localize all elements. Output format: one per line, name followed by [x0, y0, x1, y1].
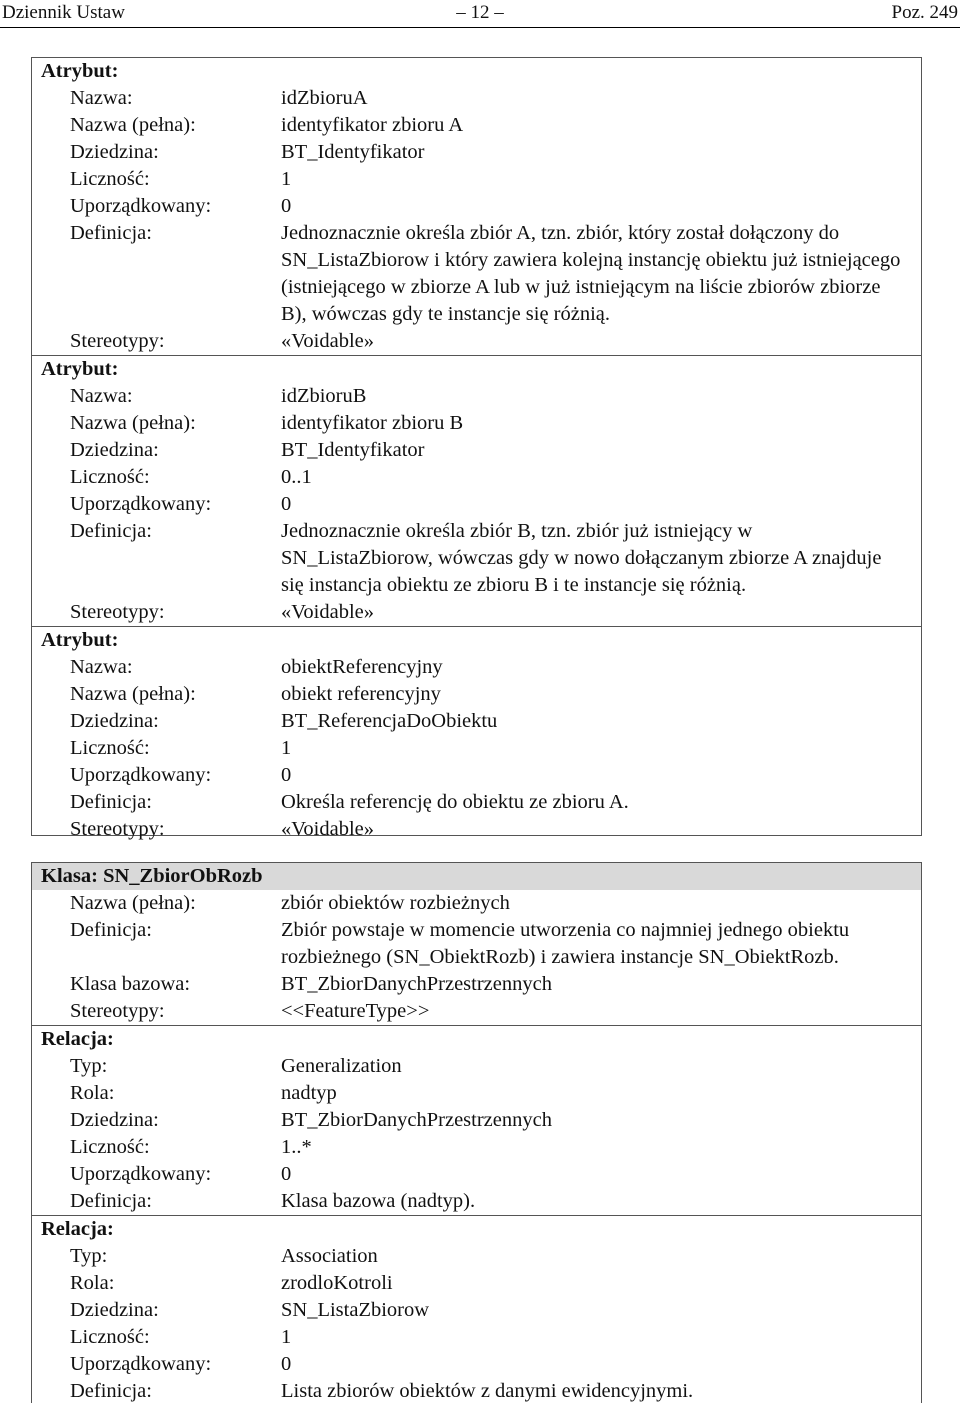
field-label: Uporządkowany: — [70, 1163, 212, 1185]
field-label: Definicja: — [70, 1190, 152, 1212]
field-value: zrodloKotroli — [281, 1272, 393, 1294]
field-row — [32, 654, 921, 681]
field-row — [32, 1243, 921, 1270]
class-section — [32, 863, 921, 1025]
field-label: Nazwa (pełna): — [70, 114, 196, 136]
journal-title: Dziennik Ustaw — [2, 2, 125, 23]
field-label: Liczność: — [70, 737, 150, 759]
section-heading: Atrybut: — [41, 60, 119, 82]
section-heading: Relacja: — [41, 1218, 114, 1240]
field-label: Nazwa: — [70, 87, 133, 109]
field-value: obiektReferencyjny — [281, 656, 443, 678]
field-row — [32, 1351, 921, 1378]
field-row — [32, 220, 921, 328]
field-value: 0 — [281, 195, 292, 217]
field-row — [32, 998, 921, 1025]
attribute-section — [32, 355, 921, 626]
field-label: Typ: — [70, 1055, 108, 1077]
field-row — [32, 410, 921, 437]
field-row — [32, 971, 921, 998]
field-value: 0 — [281, 493, 292, 515]
field-value: idZbioruA — [281, 87, 368, 109]
field-value: Jednoznacznie określa zbiór A, tzn. zbiór, który został dołączony do SN_ListaZbiorow i który zawiera kolejną instancję obiektu już istniejącego (istniejącego w zbiorze A lub w już istniejącym na liście zbiorów zbiorze B), wówczas gdy te instancje się różnią. — [281, 222, 901, 325]
field-row — [32, 599, 921, 626]
field-value: Zbiór powstaje w momencie utworzenia co najmniej jednego obiektu rozbieżnego (SN_ObiektRozb) i zawiera instancje SN_ObiektRozb. — [281, 919, 850, 968]
field-value: idZbioruB — [281, 385, 367, 407]
field-label: Nazwa: — [70, 385, 133, 407]
field-label: Uporządkowany: — [70, 195, 212, 217]
field-label: Liczność: — [70, 466, 150, 488]
field-row — [32, 735, 921, 762]
field-value: BT_ReferencjaDoObiektu — [281, 710, 498, 732]
field-value: BT_Identyfikator — [281, 141, 425, 163]
field-label: Liczność: — [70, 168, 150, 190]
field-row — [32, 383, 921, 410]
field-label: Dziedzina: — [70, 1299, 159, 1321]
field-row — [32, 789, 921, 816]
field-value: BT_Identyfikator — [281, 439, 425, 461]
field-row — [32, 139, 921, 166]
field-value: 0 — [281, 1163, 292, 1185]
field-row — [32, 1324, 921, 1351]
field-label: Uporządkowany: — [70, 1353, 212, 1375]
field-label: Stereotypy: — [70, 818, 165, 840]
field-row — [32, 1297, 921, 1324]
field-value: 1 — [281, 737, 292, 759]
field-value: identyfikator zbioru B — [281, 412, 464, 434]
attributes-table — [31, 57, 922, 840]
field-row — [32, 681, 921, 708]
field-label: Dziedzina: — [70, 1109, 159, 1131]
field-label: Typ: — [70, 1245, 108, 1267]
field-value: «Voidable» — [281, 818, 375, 840]
field-value: 1 — [281, 1326, 292, 1348]
field-label: Rola: — [70, 1082, 115, 1104]
field-row — [32, 1378, 921, 1405]
field-label: Stereotypy: — [70, 601, 165, 623]
field-row — [32, 1188, 921, 1215]
attribute-section — [32, 58, 921, 355]
field-value: <<FeatureType>> — [281, 1000, 430, 1022]
field-row — [32, 1107, 921, 1134]
section-heading: Atrybut: — [41, 358, 119, 380]
page-number: – 12 – — [456, 2, 504, 23]
field-label: Klasa bazowa: — [70, 973, 191, 995]
page-header — [0, 0, 960, 28]
field-row — [32, 1270, 921, 1297]
field-row — [32, 166, 921, 193]
field-row — [32, 1053, 921, 1080]
field-row — [32, 1161, 921, 1188]
field-label: Nazwa: — [70, 656, 133, 678]
field-value: obiekt referencyjny — [281, 683, 441, 705]
section-heading: Atrybut: — [41, 629, 119, 651]
field-label: Uporządkowany: — [70, 764, 212, 786]
field-label: Dziedzina: — [70, 439, 159, 461]
field-value: Klasa bazowa (nadtyp). — [281, 1190, 476, 1212]
class-table — [31, 862, 922, 1403]
attribute-section — [32, 626, 921, 843]
class-heading: Klasa: SN_ZbiorObRozb — [32, 863, 921, 890]
field-row — [32, 1134, 921, 1161]
field-value: Określa referencję do obiektu ze zbioru A. — [281, 791, 629, 813]
field-value: zbiór obiektów rozbieżnych — [281, 892, 510, 914]
relation-section — [32, 1025, 921, 1215]
field-label: Definicja: — [70, 919, 152, 941]
field-value: 0 — [281, 1353, 292, 1375]
field-label: Stereotypy: — [70, 1000, 165, 1022]
field-row — [32, 1080, 921, 1107]
field-value: «Voidable» — [281, 601, 375, 623]
field-value: nadtyp — [281, 1082, 337, 1104]
field-label: Nazwa (pełna): — [70, 683, 196, 705]
field-value: Jednoznacznie określa zbiór B, tzn. zbiór już istniejący w SN_ListaZbiorow, wówczas gdy w nowo dołączanym zbiorze A znajduje się instancja obiektu ze zbioru B i te instancje się różnią. — [281, 520, 882, 596]
field-label: Definicja: — [70, 520, 152, 542]
field-label: Nazwa (pełna): — [70, 892, 196, 914]
field-row — [32, 193, 921, 220]
field-row — [32, 464, 921, 491]
field-value: SN_ListaZbiorow — [281, 1299, 430, 1321]
field-label: Dziedzina: — [70, 710, 159, 732]
field-label: Rola: — [70, 1272, 115, 1294]
field-value: 1 — [281, 168, 292, 190]
field-label: Liczność: — [70, 1136, 150, 1158]
field-value: Lista zbiorów obiektów z danymi ewidencyjnymi. — [281, 1380, 694, 1402]
field-label: Uporządkowany: — [70, 493, 212, 515]
field-value: 1..* — [281, 1136, 312, 1158]
field-row — [32, 328, 921, 355]
field-value: 0..1 — [281, 466, 312, 488]
field-row — [32, 708, 921, 735]
field-label: Definicja: — [70, 1380, 152, 1402]
field-row — [32, 518, 921, 599]
field-value: «Voidable» — [281, 330, 375, 352]
field-label: Stereotypy: — [70, 330, 165, 352]
field-value: Association — [281, 1245, 378, 1267]
field-label: Definicja: — [70, 222, 152, 244]
field-row — [32, 491, 921, 518]
field-value: BT_ZbiorDanychPrzestrzennych — [281, 973, 552, 995]
field-row — [32, 85, 921, 112]
field-row — [32, 762, 921, 789]
field-label: Liczność: — [70, 1326, 150, 1348]
position-number: Poz. 249 — [891, 2, 958, 23]
section-heading: Relacja: — [41, 1028, 114, 1050]
field-row — [32, 816, 921, 843]
field-value: identyfikator zbioru A — [281, 114, 464, 136]
field-label: Definicja: — [70, 791, 152, 813]
field-value: BT_ZbiorDanychPrzestrzennych — [281, 1109, 552, 1131]
field-label: Dziedzina: — [70, 141, 159, 163]
field-row — [32, 437, 921, 464]
field-row — [32, 112, 921, 139]
field-label: Nazwa (pełna): — [70, 412, 196, 434]
field-row — [32, 890, 921, 917]
relation-section — [32, 1215, 921, 1405]
field-value: Generalization — [281, 1055, 402, 1077]
field-value: 0 — [281, 764, 292, 786]
field-row — [32, 917, 921, 971]
